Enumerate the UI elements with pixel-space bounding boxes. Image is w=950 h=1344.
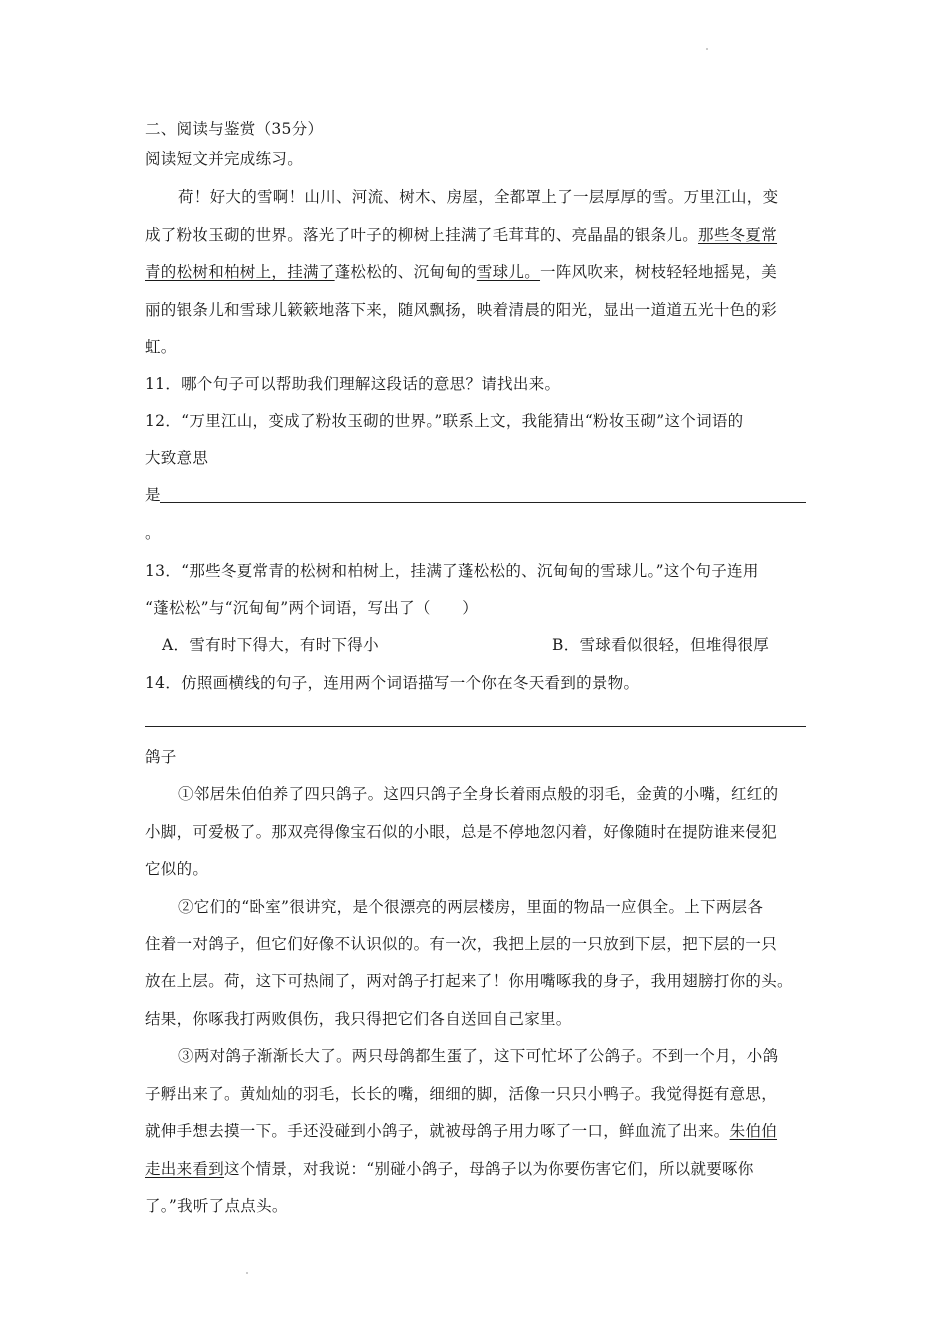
answer-line[interactable] — [160, 502, 806, 503]
question-11: 11．哪个句子可以帮助我们理解这段话的意思？请找出来。 — [145, 375, 561, 393]
paragraph-3-line: 了。”我听了点点头。 — [145, 1197, 288, 1215]
question-14: 14．仿照画横线的句子，连用两个词语描写一个你在冬天看到的景物。 — [145, 674, 640, 692]
paragraph-3-line: 子孵出来了。黄灿灿的羽毛，长长的嘴，细细的脚，活像一只只小鸭子。我觉得挺有意思， — [145, 1085, 778, 1103]
question-13-cont: “蓬松松”与“沉甸甸”两个词语，写出了（ ） — [145, 599, 479, 617]
question-12: 12．“万里江山，变成了粉妆玉砌的世界。”联系上文，我能猜出“粉妆玉砌”这个词语的 — [145, 412, 744, 430]
option-b[interactable]: B．雪球看似很轻，但堆得很厚 — [552, 636, 770, 654]
underlined-word: 雪球儿。 — [476, 263, 541, 281]
passage1-line: 虹。 — [145, 338, 177, 356]
section-instruction: 阅读短文并完成练习。 — [145, 150, 304, 168]
scan-dot — [246, 1272, 248, 1274]
passage1-line: 荷！好大的雪啊！山川、河流、树木、房屋，全都罩上了一层厚厚的雪。万里江山，变 — [178, 188, 779, 206]
paragraph-1-line: ①邻居朱伯伯养了四只鸽子。这四只鸽子全身长着雨点般的羽毛，金黄的小嘴，红红的 — [178, 785, 779, 803]
paragraph-2-line: 住着一对鸽子，但它们好像不认识似的。有一次，我把上层的一只放到下层，把下层的一只 — [145, 935, 778, 953]
question-13: 13．“那些冬夏常青的松树和柏树上，挂满了蓬松松的、沉甸甸的雪球儿。”这个句子连用 — [145, 562, 759, 580]
question-12-end: 。 — [145, 524, 161, 542]
paragraph-3-line: 就伸手想去摸一下。手还没碰到小鸽子，就被母鸽子用力啄了一口，鲜血流了出来。朱伯伯 — [145, 1122, 778, 1140]
passage2-title: 鸽子 — [145, 748, 177, 766]
passage1-line: 丽的银条儿和雪球儿簌簌地落下来，随风飘扬，映着清晨的阳光，显出一道道五光十色的彩 — [145, 301, 778, 319]
answer-line[interactable] — [145, 726, 806, 727]
underlined-phrase: 朱伯伯 — [729, 1122, 778, 1140]
question-12-cont: 大致意思 — [145, 449, 209, 467]
paragraph-1-line: 它似的。 — [145, 860, 209, 878]
section-heading: 二、阅读与鉴赏（35分） — [145, 120, 324, 138]
question-12-answer-prefix: 是 — [145, 486, 161, 504]
paragraph-3-line: 走出来看到这个情景，对我说：“别碰小鸽子，母鸽子以为你要伤害它们，所以就要啄你 — [145, 1160, 754, 1178]
passage1-line: 成了粉妆玉砌的世界。落光了叶子的柳树上挂满了毛茸茸的、亮晶晶的银条儿。那些冬夏常 — [145, 226, 778, 244]
scan-dot — [706, 48, 708, 50]
paragraph-3-line: ③两对鸽子渐渐长大了。两只母鸽都生蛋了，这下可忙坏了公鸽子。不到一个月，小鸽 — [178, 1047, 779, 1065]
paragraph-2-line: ②它们的“卧室”很讲究，是个很漂亮的两层楼房，里面的物品一应俱全。上下两层各 — [178, 898, 764, 916]
paragraph-2-line: 结果，你啄我打两败俱伤，我只得把它们各自送回自己家里。 — [145, 1010, 572, 1028]
option-a[interactable]: A．雪有时下得大，有时下得小 — [162, 636, 379, 654]
passage1-line: 青的松树和柏树上，挂满了蓬松松的、沉甸甸的雪球儿。一阵风吹来，树枝轻轻地摇晃，美 — [145, 263, 778, 281]
paragraph-1-line: 小脚，可爱极了。那双亮得像宝石似的小眼，总是不停地忽闪着，好像随时在提防谁来侵犯 — [145, 823, 778, 841]
underlined-phrase: 走出来看到 — [145, 1160, 225, 1178]
underlined-sentence: 青的松树和柏树上，挂满了 — [145, 263, 335, 281]
paragraph-2-line: 放在上层。荷，这下可热闹了，两对鸽子打起来了！你用嘴啄我的身子，我用翅膀打你的头。 — [145, 972, 793, 990]
underlined-sentence: 那些冬夏常 — [698, 226, 778, 244]
